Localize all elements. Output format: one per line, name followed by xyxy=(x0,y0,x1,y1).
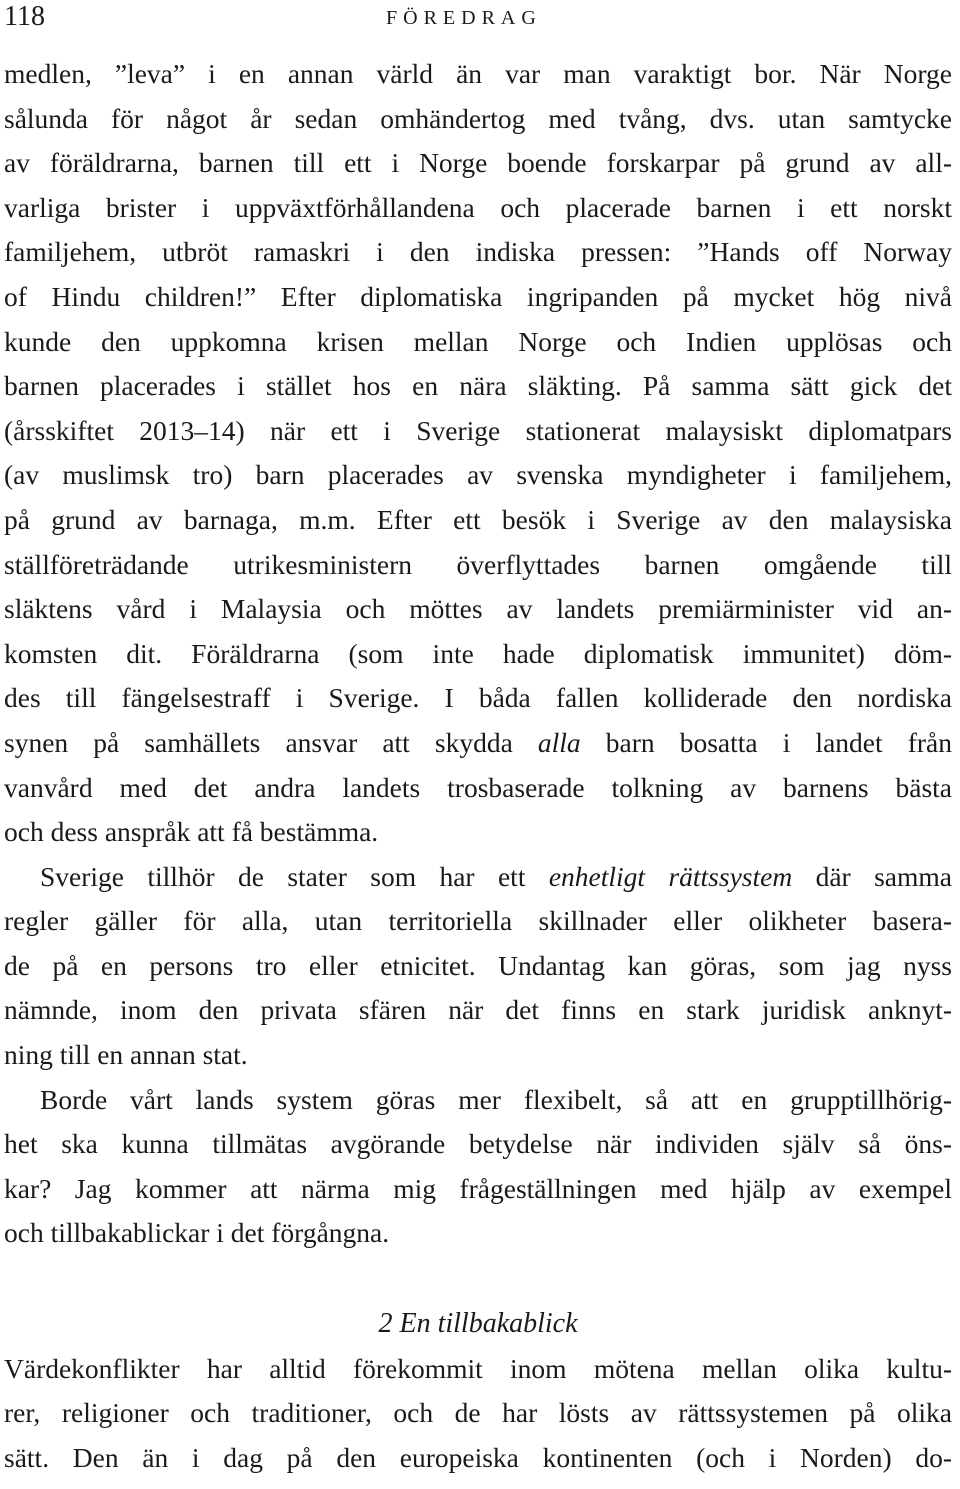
text-line: regler gäller för alla, utan territoriella skillnader eller olikheter basera- xyxy=(4,905,952,937)
text-line: (årsskiftet 2013–14) när ett i Sverige stationerat malaysiskt diplomatpars xyxy=(4,414,952,446)
text-line: medlen, ”leva” i en annan värld än var man varaktigt bor. När Norge xyxy=(4,58,952,89)
text-line xyxy=(4,855,952,900)
text-line: nämnde, inom den privata sfären när det finns en stark juridisk anknyt- xyxy=(4,994,952,1026)
text-line: komsten dit. Föräldrarna (som inte hade diplomatisk immunitet) döm- xyxy=(4,637,952,669)
section-heading: 2 En tillbakablick xyxy=(378,1308,578,1340)
running-head: FÖREDRAG xyxy=(386,7,542,29)
text-run: där samma xyxy=(792,860,952,892)
text-line: ning till en annan stat. xyxy=(4,1039,248,1071)
paragraph xyxy=(4,855,952,1078)
text-line: och dess anspråk att få bestämma. xyxy=(4,816,379,848)
text-line: het ska kunna tillmätas avgörande betydelse när individen själv så öns- xyxy=(4,1128,952,1160)
text-line: av föräldrarna, barnen till ett i Norge boende forskarpar på grund av all- xyxy=(4,147,952,179)
text-line: Värdekonflikter har alltid förekommit inom mötena mellan olika kultu- xyxy=(4,1352,952,1384)
page-header xyxy=(4,0,960,34)
text-line: rer, religioner och traditioner, och de har lösts av rättssystemen på olika xyxy=(4,1397,952,1429)
text-line: (av muslimsk tro) barn placerades av svenska myndigheter i familjehem, xyxy=(4,459,952,491)
section-spacer xyxy=(4,1256,952,1302)
text-line: sätt. Den än i dag på den europeiska kontinenten (och i Norden) do- xyxy=(4,1441,952,1473)
emphasis: alla xyxy=(537,726,581,758)
text-line: och tillbakablickar i det förgångna. xyxy=(4,1217,390,1249)
page-number: 118 xyxy=(4,1,45,32)
text-run: synen på samhällets ansvar att skydda xyxy=(4,726,538,758)
text-line: släktens vård i Malaysia och möttes av landets premiärminister vid an- xyxy=(4,593,952,625)
text-line: vanvård med det andra landets trosbaserade tolkning av barnens bästa xyxy=(4,771,952,803)
text-line: familjehem, utbröt ramaskri i den indiska pressen: ”Hands off Norway xyxy=(4,236,952,268)
text-line: barnen placerades i stället hos en nära släkting. På samma sätt gick det xyxy=(4,370,952,402)
text-line xyxy=(4,721,952,766)
text-line: kunde den uppkomna krisen mellan Norge och Indien upplösas och xyxy=(4,325,952,357)
text-line: sålunda för något år sedan omhändertog med tvång, dvs. utan samtycke xyxy=(4,102,952,134)
text-line: Borde vårt lands system göras mer flexibelt, så att en grupptillhörig- xyxy=(40,1083,952,1115)
text-run: Sverige tillhör de stater som har ett xyxy=(40,860,549,892)
text-line: ställföreträdande utrikesministern överflyttades barnen omgående till xyxy=(4,548,952,580)
text-line: på grund av barnaga, m.m. Efter ett besök i Sverige av den malaysiska xyxy=(4,503,952,535)
text-run: barn bosatta i landet från xyxy=(580,726,952,758)
body-text xyxy=(4,52,952,1480)
text-line: de på en persons tro eller etnicitet. Undantag kan göras, som jag nyss xyxy=(4,949,952,981)
emphasis: enhetligt rättssystem xyxy=(548,860,793,892)
paragraph xyxy=(4,52,952,855)
text-line: des till fängelsestraff i Sverige. I båda fallen kolliderade den nordiska xyxy=(4,682,952,714)
text-line: varliga brister i uppväxtförhållandena och placerade barnen i ett norskt xyxy=(4,191,952,223)
paragraph xyxy=(4,1347,952,1481)
paragraph xyxy=(4,1078,952,1256)
text-line: of Hindu children!” Efter diplomatiska ingripanden på mycket hög nivå xyxy=(4,280,952,312)
text-line: kar? Jag kommer att närma mig frågeställningen med hjälp av exempel xyxy=(4,1172,952,1204)
